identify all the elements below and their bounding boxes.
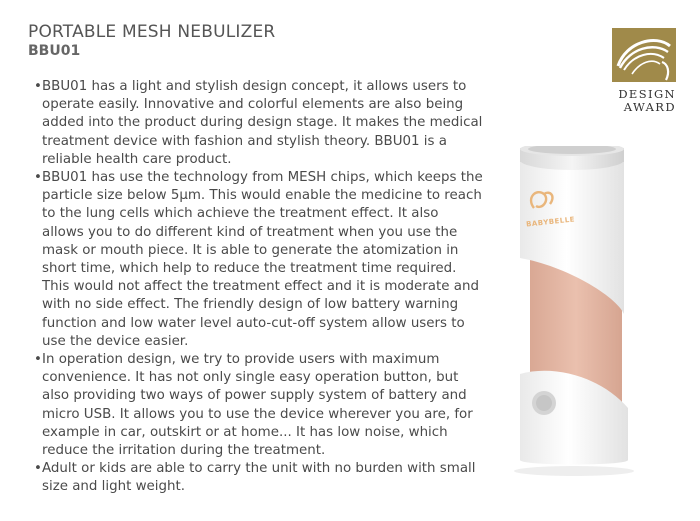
- bullet-icon: •: [34, 352, 42, 368]
- nebulizer-illustration: [506, 146, 642, 476]
- list-item: •BBU01 has use the technology from MESH chips, which keeps the particle size below 5μm. This would enable the medicine to reach to the lung cells which achieve the treatment effect. It also allows you to do different kind of treatment when you use the mask or mouth piece. It is able to generate the atomization in short time, which help to reduce the treatment time required. This would not affect the treatment effect and it is moderate and with no side effect. The friendly design of low battery warning function and low water level auto-cut-off system allow users to use the device easier.: [34, 170, 483, 349]
- bullet-icon: •: [34, 461, 42, 477]
- page-title: PORTABLE MESH NEBULIZER: [28, 22, 276, 42]
- product-image: [506, 146, 642, 476]
- brand-label: BABYBELLE: [525, 215, 576, 229]
- award-label: DESIGN AWARD: [618, 87, 676, 114]
- feature-list: [28, 78, 483, 497]
- design-award-badge: [612, 28, 676, 114]
- bullet-icon: •: [34, 170, 42, 186]
- header: [28, 22, 275, 60]
- model-number: BBU01: [28, 43, 81, 59]
- list-item: •Adult or kids are able to carry the unit with no burden with small size and light weight.: [34, 461, 476, 495]
- list-item: •BBU01 has a light and stylish design concept, it allows users to operate easily. Innovative and colorful elements are also being added into the product during design stage. It makes the medical treatment device with fashion and stylish theory. BBU01 is a reliable health care product.: [34, 79, 483, 167]
- bullet-icon: •: [34, 79, 42, 94]
- award-logo-icon: [612, 28, 676, 82]
- list-item: •In operation design, we try to provide users with maximum convenience. It has not only single easy operation button, but also providing two ways of power supply system of battery and micro USB. It allows you to use the device wherever you are, for example in car, outskirt or at home... It has low noise, which reduce the irritation during the treatment.: [34, 352, 473, 459]
